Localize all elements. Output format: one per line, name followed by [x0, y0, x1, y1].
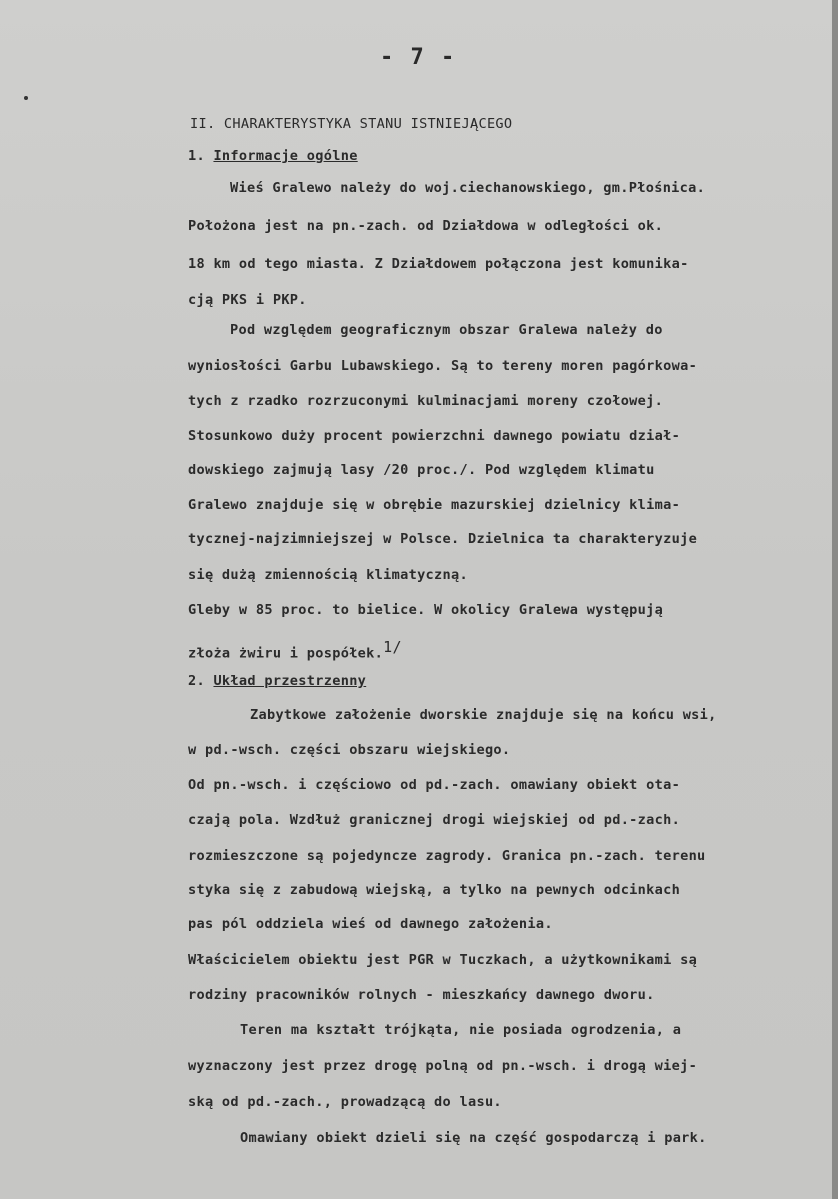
footnote-mark: 1/ [383, 638, 402, 656]
paragraph-line: 18 km od tego miasta. Z Działdowem połączona jest komunika- [188, 256, 689, 272]
paragraph-line: Wieś Gralewo należy do woj.ciechanowskiego, gm.Płośnica. [230, 180, 706, 196]
paragraph-line: dowskiego zajmują lasy /20 proc./. Pod względem klimatu [188, 462, 655, 478]
paragraph-line: Pod względem geograficznym obszar Gralewa należy do [230, 322, 663, 338]
paragraph-line: Właścicielem obiektu jest PGR w Tuczkach, a użytkownikami są [188, 952, 698, 968]
chapter-heading: II. CHARAKTERYSTYKA STANU ISTNIEJĄCEGO [190, 116, 513, 132]
paragraph-line: Gleby w 85 proc. to bielice. W okolicy Gralewa występują [188, 602, 664, 618]
paragraph-line: styka się z zabudową wiejską, a tylko na pewnych odcinkach [188, 882, 681, 898]
section-1-heading [188, 148, 358, 164]
section-2-number: 2. [188, 673, 205, 689]
section-2-title: Układ przestrzenny [213, 673, 367, 689]
section-1-number: 1. [188, 148, 205, 164]
paragraph-line: Teren ma kształt trójkąta, nie posiada ogrodzenia, a [240, 1022, 682, 1038]
paragraph-line: wyznaczony jest przez drogę polną od pn.-wsch. i drogą wiej- [188, 1058, 698, 1074]
section-1-title: Informacje ogólne [213, 148, 358, 164]
paragraph-line-with-footnote [188, 638, 402, 662]
paragraph-line: tycznej-najzimniejszej w Polsce. Dzielnica ta charakteryzuje [188, 531, 698, 547]
paragraph-line: cją PKS i PKP. [188, 292, 307, 308]
paragraph-line: się dużą zmiennością klimatyczną. [188, 567, 468, 583]
paragraph-line: tych z rzadko rozrzuconymi kulminacjami moreny czołowej. [188, 393, 664, 409]
margin-speck [24, 96, 28, 100]
paragraph-line: czają pola. Wzdłuż granicznej drogi wiejskiej od pd.-zach. [188, 812, 681, 828]
page-number: - 7 - [380, 45, 457, 70]
paragraph-line: rozmieszczone są pojedyncze zagrody. Granica pn.-zach. terenu [188, 848, 706, 864]
section-2-heading [188, 673, 366, 689]
paragraph-line: wyniosłości Garbu Lubawskiego. Są to tereny moren pagórkowa- [188, 358, 698, 374]
paragraph-line: rodziny pracowników rolnych - mieszkańcy dawnego dworu. [188, 987, 655, 1003]
paragraph-text: złoża żwiru i pospółek. [188, 645, 384, 662]
paragraph-line: Stosunkowo duży procent powierzchni dawnego powiatu dział- [188, 428, 681, 444]
paragraph-line: pas pól oddziela wieś od dawnego założenia. [188, 916, 553, 932]
paragraph-line: Omawiany obiekt dzieli się na część gospodarczą i park. [240, 1130, 707, 1146]
paragraph-line: Zabytkowe założenie dworskie znajduje się na końcu wsi, [250, 707, 717, 723]
paragraph-line: Gralewo znajduje się w obrębie mazurskiej dzielnicy klima- [188, 497, 681, 513]
paragraph-line: Od pn.-wsch. i częściowo od pd.-zach. omawiany obiekt ota- [188, 777, 681, 793]
paragraph-line: Położona jest na pn.-zach. od Działdowa w odległości ok. [188, 218, 664, 234]
paragraph-line: ską od pd.-zach., prowadzącą do lasu. [188, 1094, 502, 1110]
paragraph-line: w pd.-wsch. części obszaru wiejskiego. [188, 742, 511, 758]
page-edge-shadow [832, 0, 838, 1199]
